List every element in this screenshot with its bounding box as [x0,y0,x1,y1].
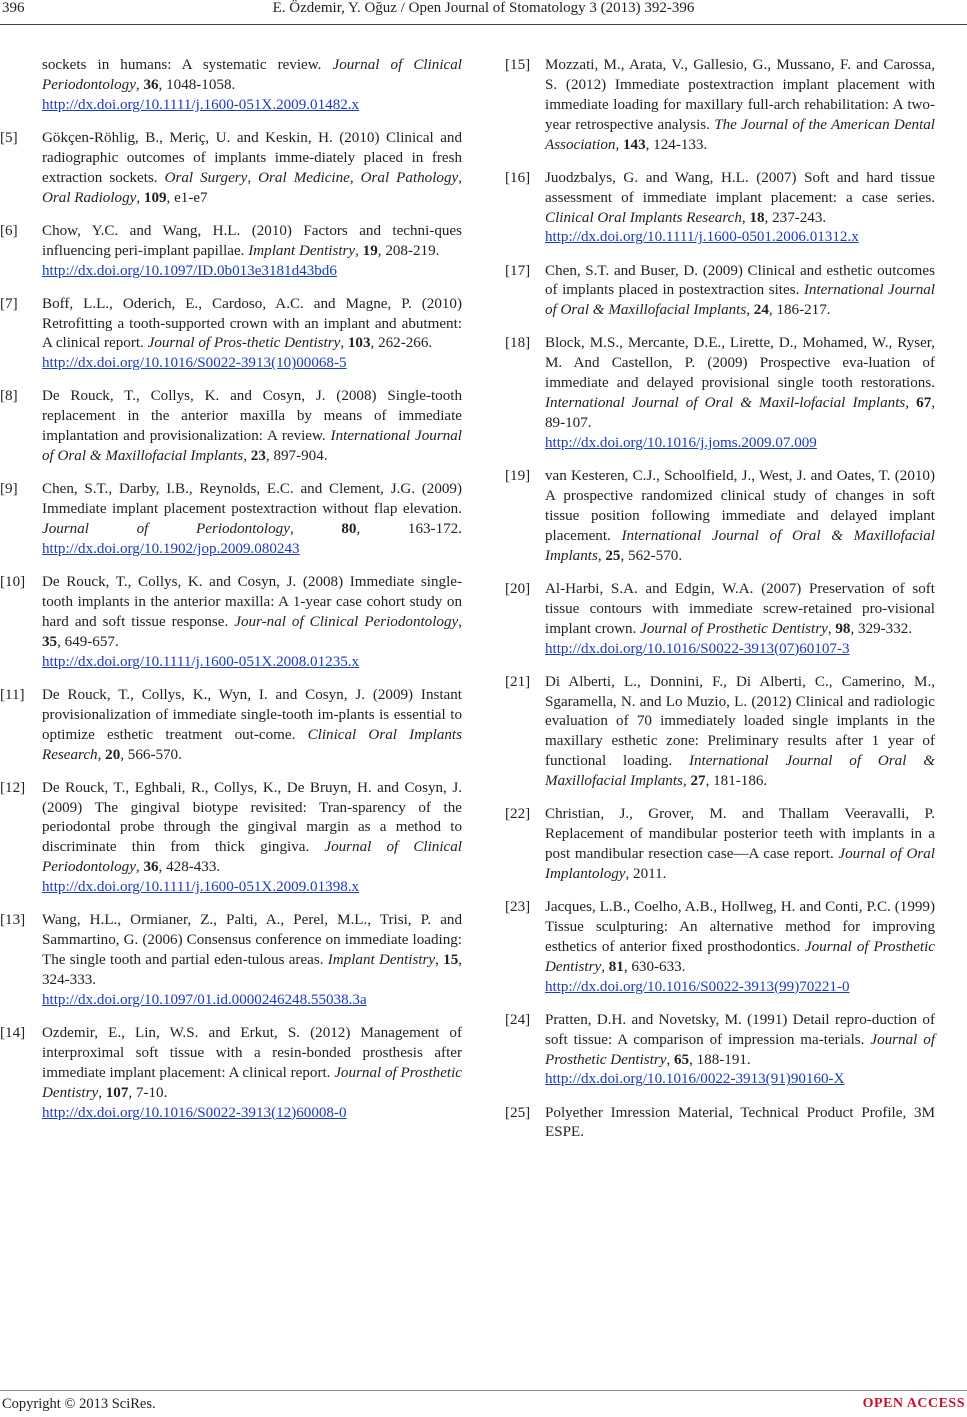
reference-segment: , [458,169,462,186]
reference-item [505,467,935,567]
doi-link[interactable]: http://dx.doi.org/10.1016/j.joms.2009.07.009 [545,434,817,451]
reference-segment: , 630-633. [623,958,686,975]
reference-text [545,805,935,885]
reference-item [505,805,935,885]
doi-link[interactable]: http://dx.doi.org/10.1097/01.id.0000246248.55038.3a [42,991,367,1008]
reference-item [0,480,462,560]
reference-number: [10] [0,574,26,591]
reference-item [505,1104,935,1144]
reference-segment: , 181-186. [705,773,768,790]
reference-segment: , 262-266. [370,335,433,352]
references-left-column [0,56,463,1123]
reference-segment: , e1-e7 [166,189,208,206]
page-number: 396 [2,0,25,16]
reference-segment: Al-Harbi, S.A. and Edgin, W.A. (2007) Preservation of soft tissue contours with immediate screw-retained pro-visional implant crown. [545,580,935,637]
volume-number: 20 [105,746,121,763]
reference-segment: , 1048-1058. [158,76,236,93]
journal-title: Journal of Clinical Periodontology [42,57,462,93]
reference-segment: , 324-333. [42,952,463,988]
reference-item [0,911,463,1011]
volume-number: 24 [753,302,769,319]
reference-text [42,1024,462,1124]
reference-item [0,779,462,898]
reference-segment: De Rouck, T., Collys, K., Wyn, I. and Cosyn, J. (2009) Instant provisionalization of immediate single-tooth im-plants is essential to optimize esthetic treatment out-come. [42,686,462,743]
reference-segment: , 188-191. [689,1051,751,1068]
reference-segment: Di Alberti, L., Donnini, F., Di Alberti, C., Camerino, M., Sgaramella, N. and Lo Muzio, L. (2012) Clinical and radiologic evaluation of 70 immediately loaded single implants in the maxillary esthetic zone: Preliminary results after 1 year of functional loading. [545,673,935,770]
reference-number: [8] [0,388,18,405]
doi-link[interactable]: http://dx.doi.org/10.1111/j.1600-051X.2009.01398.x [42,879,360,896]
reference-segment: sockets in humans: A systematic review. [42,57,333,73]
reference-item [505,334,935,453]
reference-item [0,573,462,673]
reference-text [545,673,935,792]
reference-segment: Christian, J., Grover, M. and Thallam Veeravalli, P. Replacement of mandibular posterior teeth with implants in a post mandibular resection case—A case report. [545,806,935,863]
journal-title: International Journal of Oral & Maxillofacial Implants [545,753,936,790]
journal-title: Journal of Prosthetic Dentistry [545,938,936,975]
reference-segment: , [247,169,259,186]
journal-title: Oral Radiology [42,189,137,206]
volume-number: 36 [143,76,159,93]
reference-segment: , [340,335,348,352]
journal-title: Clinical Oral Implants Research [42,726,462,763]
reference-segment: , 89-107. [545,395,936,432]
reference-text [42,387,462,467]
reference-number: [16] [505,169,531,186]
volume-number: 25 [605,547,621,564]
reference-number: [12] [0,779,26,796]
reference-number: [17] [505,262,531,279]
doi-link[interactable]: http://dx.doi.org/10.1111/j.1600-051X.2009.01482.x [42,96,360,113]
reference-number: [6] [0,222,18,239]
open-access-label: OPEN ACCESS [862,1396,965,1411]
page-footer [0,1390,967,1417]
reference-segment: Jacques, L.B., Coelho, A.B., Hollweg, H. and Conti, P.C. (1999) Tissue sculpturing: An alternative method for improving esthetics of anterior fixed prosthodontics. [545,899,935,955]
doi-link[interactable]: http://dx.doi.org/10.1902/jop.2009.080243 [42,540,300,557]
doi-link[interactable]: http://dx.doi.org/10.1016/0022-3913(91)90160-X [545,1071,845,1088]
reference-item [0,129,462,209]
reference-segment: , 566-570. [120,746,182,763]
reference-segment: , [666,1051,674,1068]
reference-segment: Boff, L.L., Oderich, E., Cardoso, A.C. and Magne, P. (2010) Retrofitting a tooth-supported crown with an implant and abutment: A clinical report. [42,295,462,352]
reference-segment: , [615,136,623,153]
journal-title: Oral Surgery [164,169,248,186]
journal-title: Journal of Prosthetic Dentistry [640,620,828,637]
reference-segment: , [243,448,251,465]
reference-text [545,169,935,249]
reference-segment: , [98,1084,106,1101]
page-header [0,0,967,25]
reference-item [0,387,462,467]
reference-segment: , 163-172. [356,521,462,538]
reference-segment: Chen, S.T. and Buser, D. (2009) Clinical and esthetic outcomes of implants placed in postextraction sites. [545,262,935,299]
reference-segment: , 428-433. [158,859,221,876]
doi-link[interactable]: http://dx.doi.org/10.1111/j.1600-051X.2008.01235.x [42,653,360,670]
volume-number: 107 [105,1084,129,1101]
journal-title: Oral Pathology [360,169,459,186]
journal-title: Journal of Prosthetic Dentistry [42,1064,462,1101]
journal-title: Oral Medicine [258,169,350,186]
reference-segment: , [597,547,606,564]
reference-segment: , [682,773,691,790]
reference-segment: , [97,746,106,763]
reference-segment: , 237-243. [764,209,827,226]
reference-number: [22] [505,806,531,823]
reference-item [0,295,462,375]
reference-item [505,169,935,249]
reference-segment: , 562-570. [620,547,683,564]
volume-number: 18 [749,209,765,226]
reference-segment: Mozzati, M., Arata, V., Gallesio, G., Mussano, F. and Carossa, S. (2012) Immediate postextraction implant placement with immediate loading for maxillary full-arch rehabilitation: A two-year retrospective analysis. [545,57,935,133]
reference-text [42,129,462,209]
reference-item [505,580,935,660]
reference-segment: , [827,620,836,637]
volume-number: 35 [42,633,58,650]
reference-item [505,56,935,156]
reference-item [505,262,935,322]
reference-segment: , 7-10. [128,1084,168,1101]
reference-segment: , [458,613,462,630]
reference-segment: , [435,952,444,969]
reference-segment: Chow, Y.C. and Wang, H.L. (2010) Factors and techni-ques influencing peri-implant papillae. [42,222,462,259]
doi-link[interactable]: http://dx.doi.org/10.1016/S0022-3913(12)60008-0 [42,1104,347,1121]
volume-number: 36 [143,859,159,876]
volume-number: 65 [673,1051,690,1068]
journal-title: Clinical Oral Implants Research [545,209,742,226]
reference-segment: , [135,859,144,876]
reference-item [0,222,462,282]
reference-segment: , [746,302,754,319]
reference-segment: , [289,521,342,538]
reference-number: [19] [505,468,531,485]
reference-text [42,222,462,282]
reference-text [545,898,935,998]
journal-title: International Journal of Oral & Maxillofacial Implants [545,527,935,564]
volume-number: 19 [362,242,378,259]
reference-segment: Ozdemir, E., Lin, W.S. and Erkut, S. (2012) Management of interproximal soft tissue with a resin-bonded prosthesis after immediate implant placement: A clinical report. [42,1024,462,1081]
reference-text [42,911,462,1011]
reference-number: [11] [0,686,25,703]
reference-text [42,779,462,898]
references-right-column [505,56,935,1143]
journal-title: International Journal of Oral & Maxil-lofacial Implants [545,395,906,412]
reference-number: [25] [505,1104,531,1121]
reference-segment: Polyether Imression Material, Technical Product Profile, 3M ESPE. [545,1104,935,1141]
volume-number: 80 [341,521,357,538]
doi-link[interactable]: http://dx.doi.org/10.1016/S0022-3913(07)60107-3 [545,640,850,657]
reference-number: [13] [0,912,26,929]
reference-number: [24] [505,1011,531,1028]
reference-text [42,56,462,116]
reference-segment: , [355,242,363,259]
journal-title: Journal of Clinical Periodontology [42,839,462,876]
reference-segment: Gökçen-Röhlig, B., Meriç, U. and Keskin, H. (2010) Clinical and radiographic outcomes of implants imme-diately placed in fresh extraction sockets. [42,129,462,186]
reference-item [0,1024,462,1124]
reference-number: [18] [505,335,531,352]
journal-title: Journal of Pros-thetic Dentistry [147,335,341,352]
journal-title: Implant Dentistry [327,952,436,969]
journal-title: Jour-nal of Clinical Periodontology [234,613,459,630]
journal-title: Journal of Prosthetic Dentistry [545,1031,936,1068]
reference-segment: , 124-133. [645,136,708,153]
reference-segment: , 186-217. [768,302,831,319]
reference-segment: , 329-332. [850,620,913,637]
reference-text [545,1104,935,1144]
reference-segment: , [135,76,144,93]
running-head: E. Özdemir, Y. Oğuz / Open Journal of Stomatology 3 (2013) 392-396 [272,0,695,16]
reference-text [545,1011,935,1091]
journal-title: International Journal of Oral & Maxillofacial Implants [42,428,462,465]
doi-link[interactable]: http://dx.doi.org/10.1016/S0022-3913(99)70221-0 [545,978,850,995]
reference-item [32,56,462,116]
reference-number: [20] [505,580,531,597]
volume-number: 143 [622,136,646,153]
volume-number: 103 [347,335,371,352]
volume-number: 81 [608,958,624,975]
reference-text [42,573,462,673]
reference-segment: , [741,209,750,226]
volume-number: 15 [443,952,459,969]
journal-title: The Journal of the American Dental Association [545,116,936,153]
reference-segment: , [136,189,144,206]
reference-text [545,262,935,322]
reference-number: [15] [505,57,531,73]
volume-number: 27 [690,773,706,790]
reference-text [545,56,935,156]
reference-text [545,580,935,660]
reference-number: [9] [0,481,18,498]
reference-segment: , [905,395,917,412]
reference-segment: Pratten, D.H. and Novetsky, M. (1991) Detail repro-duction of soft tissue: A comparison of impression ma-terials. [545,1011,935,1048]
reference-number: [21] [505,673,531,690]
reference-segment: , [601,958,609,975]
journal-title: Implant Dentistry [248,242,356,259]
volume-number: 109 [143,189,167,206]
reference-text [42,686,462,766]
reference-number: [7] [0,295,18,312]
reference-text [545,467,935,567]
journal-title: International Journal of Oral & Maxillofacial Implants [545,282,935,319]
reference-segment: Block, M.S., Mercante, D.E., Lirette, D., Mohamed, W., Ryser, M. And Castellon, P. (2009) Prospective eva-luation of immediate and delayed provisional single tooth restorations. [545,335,935,392]
doi-link[interactable]: http://dx.doi.org/10.1111/j.1600-0501.2006.01312.x [545,229,859,246]
reference-segment: , [349,169,361,186]
reference-segment: De Rouck, T., Eghbali, R., Collys, K., De Bruyn, H. and Cosyn, J. (2009) The gingival biotype revisited: Tran-sparency of the periodontal probe through the gingival margin as a method to discriminate thin from thick gingiva. [42,779,462,856]
doi-link[interactable]: http://dx.doi.org/10.1097/ID.0b013e3181d43bd6 [42,262,337,279]
reference-item [0,686,462,766]
reference-text [545,334,935,453]
reference-text [42,295,462,375]
journal-title: Journal of Periodontology [42,521,290,538]
reference-number: [23] [505,899,531,916]
volume-number: 67 [916,395,932,412]
journal-title: Journal of Oral Implantology [545,846,935,882]
reference-item [505,1011,935,1091]
reference-number: [14] [0,1024,26,1041]
reference-segment: , 897-904. [265,448,328,465]
reference-segment: Juodzbalys, G. and Wang, H.L. (2007) Soft and hard tissue assessment of immediate implant placement: a case series. [545,169,935,206]
reference-segment: Chen, S.T., Darby, I.B., Reynolds, E.C. and Clement, J.G. (2009) Immediate implant placement postextraction without flap elevation. [42,481,462,518]
doi-link[interactable]: http://dx.doi.org/10.1016/S0022-3913(10)00068-5 [42,355,347,372]
reference-text [42,480,462,560]
reference-segment: De Rouck, T., Collys, K. and Cosyn, J. (2008) Single-tooth replacement in the anterior maxilla by means of immediate implantation and provisionalization: A review. [42,388,462,445]
reference-segment: , 649-657. [57,633,119,650]
reference-segment: van Kesteren, C.J., Schoolfield, J., West, J. and Oates, T. (2010) A prospective randomized clinical study of changes in soft tissue position following immediate and delayed implant placement. [545,468,935,544]
reference-segment: De Rouck, T., Collys, K. and Cosyn, J. (2008) Immediate single-tooth implants in the anterior maxilla: A 1-year case cohort study on hard and soft tissue response. [42,574,462,630]
reference-segment: , 208-219. [377,242,440,259]
volume-number: 23 [250,448,266,465]
reference-item [505,673,935,792]
reference-segment: , 2011. [625,865,667,882]
copyright-notice: Copyright © 2013 SciRes. [2,1396,156,1412]
reference-segment: Wang, H.L., Ormianer, Z., Palti, A., Perel, M.L., Trisi, P. and Sammartino, G. (2006) Consensus conference on immediate loading: The single tooth and partial eden-tulous areas. [42,912,462,969]
volume-number: 98 [835,620,851,637]
reference-number: [5] [0,129,18,146]
reference-item [505,898,935,998]
